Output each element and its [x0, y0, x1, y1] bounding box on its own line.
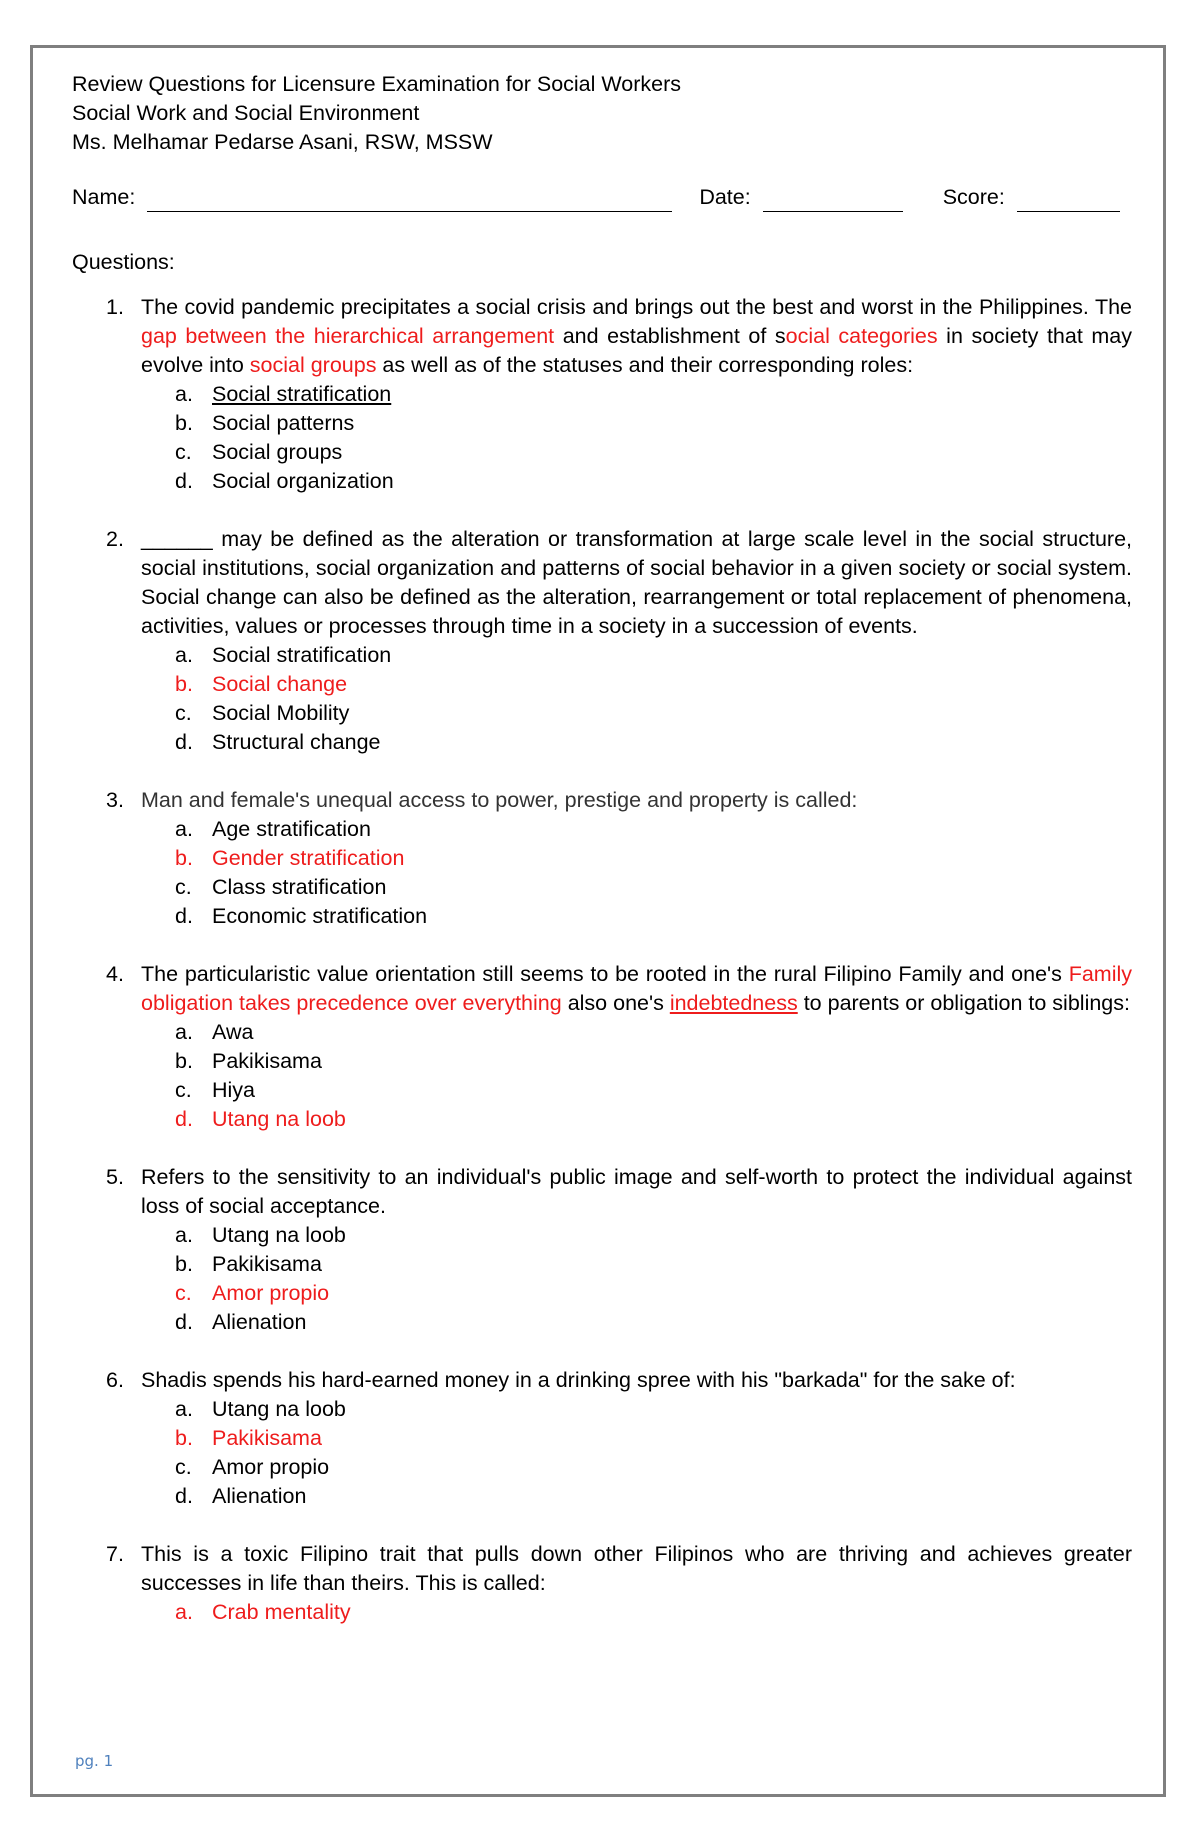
- question-text: ______ may be defined as the alteration or transformation at large scale level in the social structure, social institutions, social organization and patterns of social behavior in a given society or social system. Social change can also be defined as the alteration, rearrangement or total replacement of phenomena, activities, values or processes through time in a society in a succession of events.: [141, 527, 1132, 638]
- question-6: [72, 1366, 1132, 1511]
- option-list: [141, 1018, 1132, 1134]
- info-fields: [72, 183, 1132, 212]
- highlighted-text: gap between the hierarchical arrangement: [141, 324, 555, 348]
- document-body: [72, 70, 1132, 1656]
- option-d: [141, 1308, 1132, 1337]
- option-a: [141, 815, 1132, 844]
- score-blank: [1017, 189, 1120, 212]
- question-list: [72, 293, 1132, 1627]
- date-blank: [763, 189, 903, 212]
- option-letter: d.: [175, 1310, 193, 1334]
- option-letter: c.: [175, 1281, 192, 1305]
- option-letter: b.: [175, 672, 193, 696]
- option-text: Alienation: [212, 1310, 307, 1334]
- option-letter: a.: [175, 643, 193, 667]
- option-a: [141, 1221, 1132, 1250]
- date-label: Date:: [699, 185, 751, 209]
- option-list: [141, 815, 1132, 931]
- option-text: Utang na loob: [212, 1107, 346, 1131]
- document-header: [72, 70, 1132, 157]
- option-letter: b.: [175, 1252, 193, 1276]
- option-letter: d.: [175, 1107, 193, 1131]
- option-letter: b.: [175, 411, 193, 435]
- option-c: [141, 699, 1132, 728]
- question-number: 4.: [106, 962, 124, 986]
- option-letter: a.: [175, 1600, 193, 1624]
- option-letter: a.: [175, 1223, 193, 1247]
- option-b-answer: [141, 1424, 1132, 1453]
- option-text: Awa: [212, 1020, 254, 1044]
- question-number: 1.: [106, 295, 124, 319]
- score-label: Score:: [942, 185, 1005, 209]
- option-text: Economic stratification: [212, 904, 428, 928]
- option-text: Social stratification: [212, 382, 392, 406]
- option-letter: a.: [175, 1397, 193, 1421]
- option-text: Pakikisama: [212, 1049, 322, 1073]
- question-3: [72, 786, 1132, 931]
- question-text-part: in society that may evolve into: [141, 324, 1132, 377]
- question-text: [141, 293, 1132, 380]
- option-text: Utang na loob: [212, 1223, 346, 1247]
- question-text-part: also one's: [561, 991, 670, 1015]
- option-letter: d.: [175, 904, 193, 928]
- option-list: [141, 641, 1132, 757]
- option-text: Social Mobility: [212, 701, 350, 725]
- option-letter: b.: [175, 1049, 193, 1073]
- question-5: [72, 1163, 1132, 1337]
- question-text: Man and female's unequal access to power, prestige and property is called:: [141, 788, 858, 812]
- option-text: Pakikisama: [212, 1426, 322, 1450]
- option-letter: b.: [175, 846, 193, 870]
- name-label: Name:: [72, 185, 136, 209]
- option-list: [141, 1221, 1132, 1337]
- header-author: Ms. Melhamar Pedarse Asani, RSW, MSSW: [72, 130, 493, 154]
- option-letter: a.: [175, 382, 193, 406]
- option-d: [141, 467, 1132, 496]
- option-b: [141, 1047, 1132, 1076]
- page-number: pg. 1: [75, 1752, 114, 1770]
- header-subject: Social Work and Social Environment: [72, 101, 420, 125]
- option-b: [141, 1250, 1132, 1279]
- option-letter: a.: [175, 817, 193, 841]
- option-b: [141, 409, 1132, 438]
- option-letter: d.: [175, 469, 193, 493]
- question-text-part: to parents or obligation to siblings:: [797, 991, 1130, 1015]
- question-2: [72, 525, 1132, 757]
- question-number: 6.: [106, 1368, 124, 1392]
- option-list: [141, 1598, 1132, 1627]
- option-text: Gender stratification: [212, 846, 405, 870]
- question-text-part: The covid pandemic precipitates a social crisis and brings out the best and worst in the Philippines. The: [141, 295, 1132, 319]
- option-text: Age stratification: [212, 817, 371, 841]
- option-letter: c.: [175, 1455, 192, 1479]
- highlighted-text: Family obligation takes precedence over everything: [141, 962, 1132, 1015]
- option-letter: c.: [175, 440, 192, 464]
- question-number: 7.: [106, 1542, 124, 1566]
- option-text: Hiya: [212, 1078, 256, 1102]
- option-d: [141, 1482, 1132, 1511]
- question-number: 2.: [106, 527, 124, 551]
- option-c: [141, 438, 1132, 467]
- question-text: This is a toxic Filipino trait that pulls down other Filipinos who are thriving and achieves greater successes in life than theirs. This is called:: [141, 1542, 1132, 1595]
- option-c: [141, 1076, 1132, 1105]
- question-4: [72, 960, 1132, 1134]
- option-text: Class stratification: [212, 875, 387, 899]
- option-text: Social stratification: [212, 643, 392, 667]
- option-d: [141, 728, 1132, 757]
- option-a: [141, 380, 1132, 409]
- highlighted-text: indebtedness: [669, 991, 798, 1015]
- option-text: Pakikisama: [212, 1252, 322, 1276]
- option-d-answer: [141, 1105, 1132, 1134]
- option-d: [141, 902, 1132, 931]
- question-text-part: as well as of the statuses and their corresponding roles:: [376, 353, 914, 377]
- option-a: [141, 641, 1132, 670]
- questions-heading: Questions:: [72, 250, 175, 274]
- option-text: Alienation: [212, 1484, 307, 1508]
- option-a: [141, 1018, 1132, 1047]
- option-b-answer: [141, 670, 1132, 699]
- option-a: [141, 1395, 1132, 1424]
- option-letter: d.: [175, 1484, 193, 1508]
- header-title: Review Questions for Licensure Examination for Social Workers: [72, 72, 682, 96]
- option-c: [141, 873, 1132, 902]
- highlighted-text: social groups: [249, 353, 377, 377]
- option-text: Social change: [212, 672, 348, 696]
- question-text: Shadis spends his hard-earned money in a drinking spree with his "barkada" for the sake of:: [141, 1368, 1016, 1392]
- option-letter: c.: [175, 701, 192, 725]
- option-text: Social organization: [212, 469, 394, 493]
- question-text: [141, 960, 1132, 1018]
- option-c-answer: [141, 1279, 1132, 1308]
- option-letter: a.: [175, 1020, 193, 1044]
- option-text: Structural change: [212, 730, 381, 754]
- option-text: Utang na loob: [212, 1397, 346, 1421]
- question-text-part: The particularistic value orientation still seems to be rooted in the rural Filipino Family and one's: [141, 962, 1069, 986]
- option-letter: c.: [175, 1078, 192, 1102]
- question-1: [72, 293, 1132, 496]
- question-number: 5.: [106, 1165, 124, 1189]
- option-text: Crab mentality: [212, 1600, 351, 1624]
- question-number: 3.: [106, 788, 124, 812]
- option-letter: b.: [175, 1426, 193, 1450]
- option-text: Amor propio: [212, 1455, 330, 1479]
- highlighted-text: ocial categories: [785, 324, 938, 348]
- option-a-answer: [141, 1598, 1132, 1627]
- question-text-part: and establishment of s: [554, 324, 786, 348]
- option-text: Social groups: [212, 440, 343, 464]
- option-b-answer: [141, 844, 1132, 873]
- option-text: Social patterns: [212, 411, 355, 435]
- option-list: [141, 1395, 1132, 1511]
- option-letter: d.: [175, 730, 193, 754]
- option-letter: c.: [175, 875, 192, 899]
- option-text: Amor propio: [212, 1281, 330, 1305]
- name-blank: [147, 189, 672, 212]
- question-text: Refers to the sensitivity to an individual's public image and self-worth to protect the individual against loss of social acceptance.: [141, 1165, 1132, 1218]
- option-c: [141, 1453, 1132, 1482]
- question-7: [72, 1540, 1132, 1627]
- option-list: [141, 380, 1132, 496]
